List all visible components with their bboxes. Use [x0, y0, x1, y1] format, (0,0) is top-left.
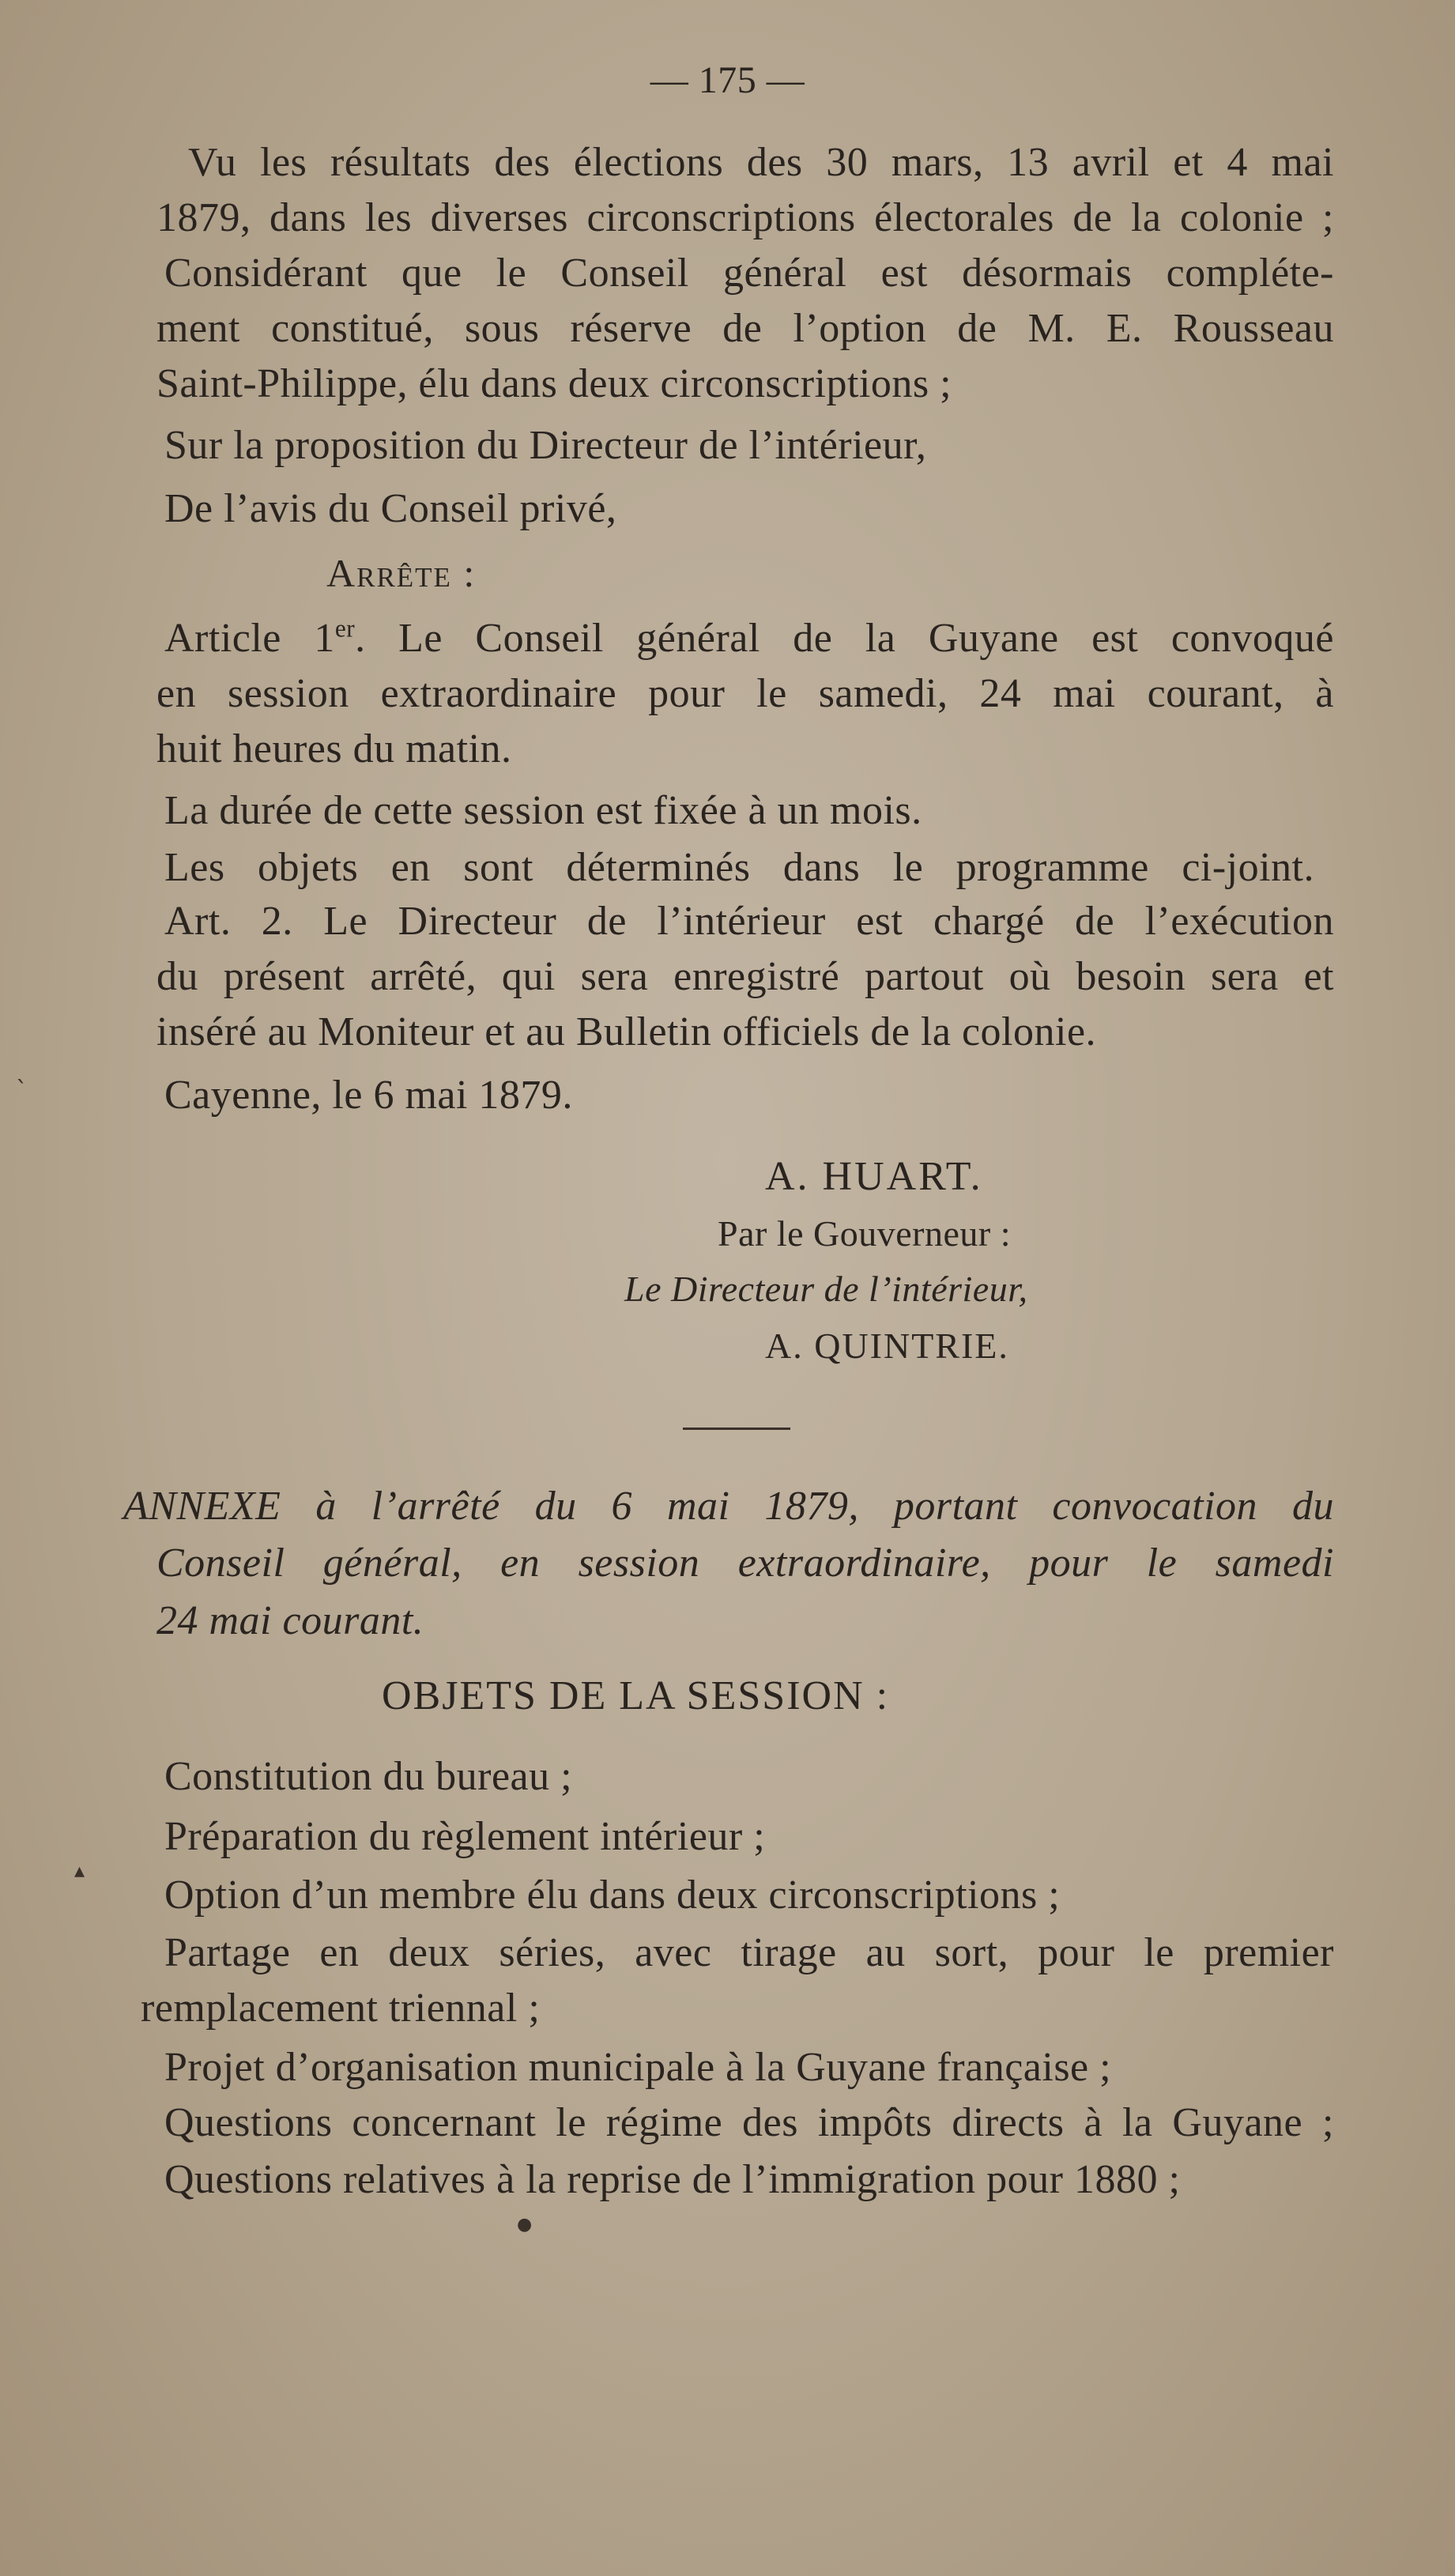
arrete-heading: Arrête :: [326, 551, 477, 595]
bottom-dot-mark: ●: [517, 2215, 533, 2235]
article2-line-3: inséré au Moniteur et au Bulletin officiels de la colonie.: [156, 1009, 1097, 1054]
preamble-line-7: De l’avis du Conseil privé,: [164, 486, 617, 531]
article1-line-2: en session extraordinaire pour le samedi, 24 mai courant, à: [156, 671, 1334, 716]
preamble-line-1: Vu les résultats des élections des 30 mars, 13 avril et 4 mai: [188, 140, 1334, 185]
article1-sup: er: [334, 614, 356, 643]
article2-line-1: Art. 2. Le Directeur de l’intérieur est chargé de l’exécution: [164, 899, 1334, 944]
annex-item-7: Questions relatives à la reprise de l’immigration pour 1880 ;: [164, 2157, 1181, 2202]
annex-item-5: Projet d’organisation municipale à la Guyane française ;: [164, 2045, 1112, 2090]
signature-director: A. QUINTRIE.: [765, 1326, 1009, 1366]
annex: [123, 0, 1334, 2576]
preamble-line-3: Considérant que le Conseil général est désormais compléte-: [164, 251, 1334, 296]
margin-tick-mark: `: [16, 1077, 28, 1104]
article2-line-2: du présent arrêté, qui sera enregistré partout où besoin sera et: [156, 954, 1334, 999]
page-number: — 175 —: [650, 59, 805, 101]
annex-line-3: 24 mai courant.: [156, 1598, 424, 1643]
duration-line: La durée de cette session est fixée à un mois.: [164, 788, 922, 833]
annex-item-4: Partage en deux séries, avec tirage au sort, pour le premier: [164, 1930, 1334, 1975]
preamble-line-2: 1879, dans les diverses circonscriptions électorales de la colonie ;: [156, 195, 1334, 240]
article1-prefix: Article 1: [164, 616, 335, 661]
signature-by: Par le Gouverneur :: [718, 1213, 1011, 1254]
place-date: Cayenne, le 6 mai 1879.: [164, 1073, 573, 1118]
annex-item-6: Questions concernant le régime des impôts directs à la Guyane ;: [164, 2100, 1334, 2145]
signature-name: A. HUART.: [765, 1154, 983, 1199]
article1-line-3: huit heures du matin.: [156, 726, 512, 771]
article1-rest: . Le Conseil général de la Guyane est convoqué: [355, 616, 1334, 661]
annex-item-3: Option d’un membre élu dans deux circonscriptions ;: [164, 1873, 1061, 1918]
objects-line: Les objets en sont déterminés dans le programme ci-joint.: [164, 845, 1314, 890]
annex-heading: OBJETS DE LA SESSION :: [382, 1673, 890, 1718]
signature-title: Le Directeur de l’intérieur,: [624, 1269, 1028, 1309]
annex-line-2: Conseil général, en session extraordinaire, pour le samedi: [156, 1541, 1334, 1586]
preamble-line-5: Saint-Philippe, élu dans deux circonscriptions ;: [156, 361, 952, 406]
annex-item-2: Préparation du règlement intérieur ;: [164, 1814, 766, 1859]
margin-dot-mark: ▴: [74, 1859, 85, 1883]
preamble-line-6: Sur la proposition du Directeur de l’intérieur,: [164, 423, 927, 468]
annex-line-1: ANNEXE à l’arrêté du 6 mai 1879, portant convocation du: [123, 1484, 1334, 1529]
preamble-line-4: ment constitué, sous réserve de l’option de M. E. Rousseau: [156, 306, 1334, 351]
annex-item-4-cont: remplacement triennal ;: [141, 1986, 541, 2031]
annex-item-1: Constitution du bureau ;: [164, 1754, 573, 1799]
